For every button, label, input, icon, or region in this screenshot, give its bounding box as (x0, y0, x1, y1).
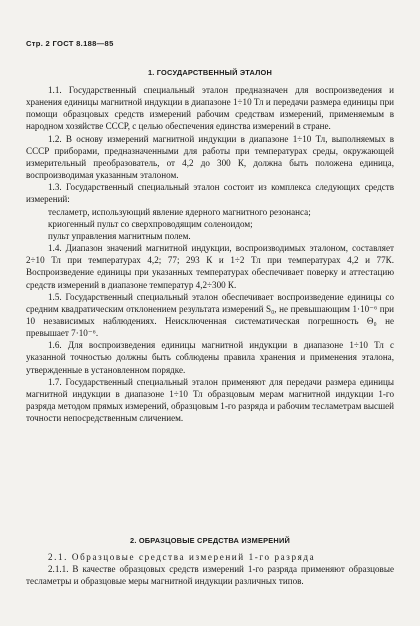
paragraph-2-1-1: 2.1.1. В качестве образцовых средств измерений 1-го разряда применяют образцовые тесламетры и образцовые меры магнитной индукции различных типов. (26, 564, 394, 587)
paragraph-2-1: 2.1. Образцовые средства измерений 1-го разряда (48, 552, 316, 562)
section-1-body (26, 84, 394, 424)
paragraph-1-1: 1.1. Государственный специальный эталон предназначен для воспроизведения и хранения единицы магнитной индукции в диапазоне 1÷10 Тл и передачи размера единицы при помощи образцовых средств измерений рабочим средствам измерений, применяемым в народном хозяйстве СССР, с целью обеспечения единства измерений в стране. (26, 85, 394, 132)
section-2-body (26, 551, 394, 587)
section-1-heading: 1. ГОСУДАРСТВЕННЫЙ ЭТАЛОН (147, 68, 273, 77)
list-item-field-control-console: пульт управления магнитным полем. (48, 230, 191, 241)
list-item-teslameter: тесламетр, использующий явление ядерного магнитного резонанса; (48, 206, 311, 217)
running-header: Стр. 2 ГОСТ 8.188—85 (26, 39, 114, 48)
paragraph-1-7: 1.7. Государственный специальный эталон применяют для передачи размера единицы магнитной индукции в диапазоне 1÷10 Тл образцовым мерам магнитной индукции 1-го разряда методом прямых измерений, образцовым 1-го разряда и рабочим тесламетрам высшей точности непосредственным сличением. (26, 376, 394, 424)
section-2-heading: 2. ОБРАЗЦОВЫЕ СРЕДСТВА ИЗМЕРЕНИЙ (130, 536, 290, 545)
paragraph-1-5: 1.5. Государственный специальный эталон обеспечивает воспроизведение единицы со средним квадратическим отклонением результата измерений S₀, не превышающим 1·10⁻⁶ при 10 независимых наблюдениях. Неисключенная систематическая погрешность Θ₀ не превышает 7·10⁻⁶. (26, 291, 394, 339)
paragraph-1-3: 1.3. Государственный специальный эталон состоит из комплекса следующих средств измерений: (26, 182, 394, 205)
list-item-cryogenic-console: криогенный пульт со сверхпроводящим соленоидом; (48, 218, 253, 229)
paragraph-1-6: 1.6. Для воспроизведения единицы магнитной индукции в диапазоне 1÷10 Тл с указанной точностью должны быть соблюдены правила хранения и применения эталона, утвержденные в установленном порядке. (26, 340, 394, 375)
paragraph-1-2: 1.2. В основу измерений магнитной индукции в диапазоне 1÷10 Тл, выполняемых в СССР приборами, предназначенными для работы при температурах среды, окружающей измерительный преобразователь, от 4,2 до 300 К, должна быть положена единица, воспроизводимая указанным эталоном. (26, 133, 394, 181)
paragraph-1-4: 1.4. Диапазон значений магнитной индукции, воспроизводимых эталоном, составляет 2÷10 Тл при температурах 4,2; 77; 293 К и 1÷2 Тл при температурах 4,2 и 77К. Воспроизведение единицы при указанных температурах обеспечивает поверку и аттестацию средств измерений в диапазоне температур 4,2÷300 К. (26, 243, 394, 290)
